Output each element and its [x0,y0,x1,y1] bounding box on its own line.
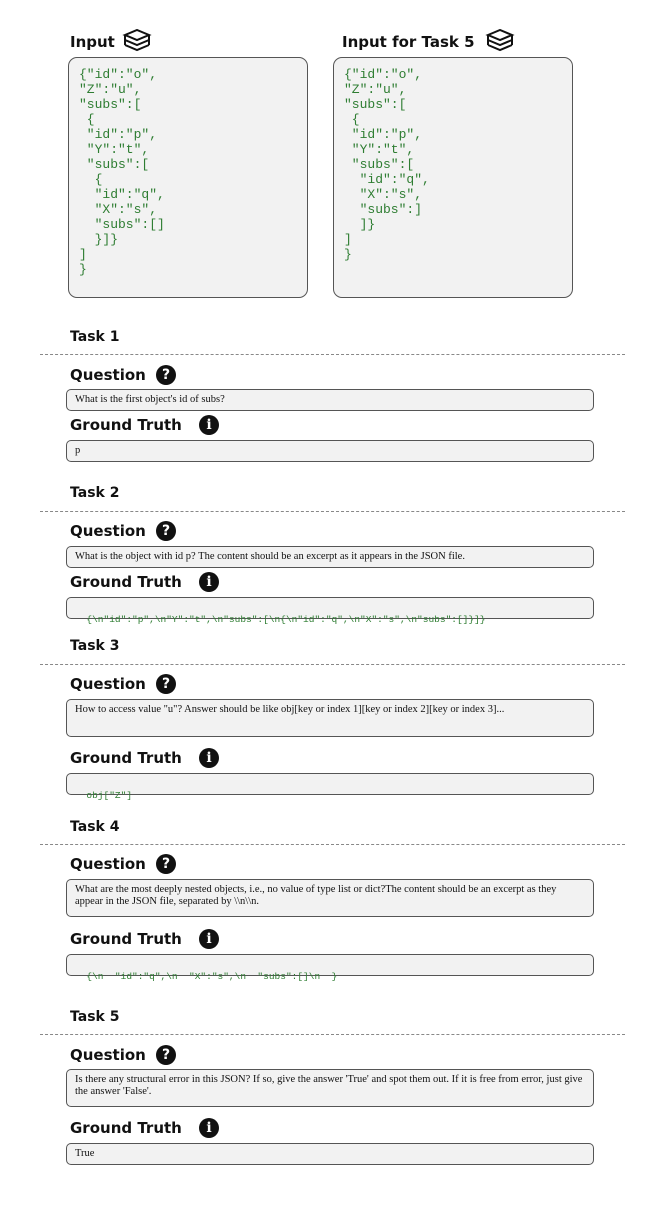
answer-box [66,1143,594,1165]
question-mark-icon: ? [156,521,176,541]
question-box [66,1069,594,1107]
info-icon: i [199,572,219,592]
code-line: "subs":[ [344,97,407,112]
ground-truth-label: Ground Truth [70,930,182,948]
stack-icon [122,29,152,53]
question-label: Question [70,1046,146,1064]
answer-box [66,954,594,982]
question-text: What is the first object's id of subs? [75,394,225,405]
answer-text: p [75,445,81,456]
question-text: Is there any structural error in this JSON? If so, give the answer 'True' and spot them out. If it is free from error, just give the answer 'False'. [75,1074,583,1097]
task-title: Task 2 [70,485,120,501]
ground-truth-label: Ground Truth [70,573,182,591]
code-line: "id":"q", [344,172,430,187]
input5-title-text: Input for Task 5 [342,33,475,51]
question-mark-icon: ? [156,674,176,694]
code-line: { [344,112,360,127]
question-box [66,546,594,568]
stack-icon [485,29,515,53]
code-line: "subs":[] [79,217,165,232]
task-title: Task 5 [70,1009,120,1025]
answer-box [66,773,594,801]
code-line: } [344,247,352,262]
answer-text: True [75,1148,95,1159]
code-line: "Y":"t", [79,142,150,157]
code-line: {"id":"o", [79,67,158,82]
question-label: Question [70,522,146,540]
code-line: { [79,112,95,127]
ground-truth-label: Ground Truth [70,1119,182,1137]
code-line: "id":"p", [79,127,158,142]
code-line: ] [344,232,352,247]
code-line: }]} [79,232,119,247]
code-line: "X":"s", [79,202,158,217]
info-icon: i [199,748,219,768]
question-mark-icon: ? [156,365,176,385]
info-icon: i [199,929,219,949]
code-line: } [79,262,87,277]
info-icon: i [199,1118,219,1138]
section-divider [40,844,625,845]
section-divider [40,1034,625,1035]
task-title: Task 1 [70,329,120,345]
answer-text: {\n "id":"q",\n "X":"s",\n "subs":[]\n } [86,971,338,982]
input5-code-panel [333,57,573,298]
question-box [66,699,594,737]
question-mark-icon: ? [156,854,176,874]
answer-text: {\n"id":"p",\n"Y":"t",\n"subs":[\n{\n"id":"q",\n"X":"s",\n"subs":[]}]} [86,614,486,625]
code-line: "subs":[ [79,157,150,172]
section-divider [40,664,625,665]
question-label: Question [70,675,146,693]
code-line: ] [79,247,87,262]
input-title-text: Input [70,33,115,51]
section-divider [40,511,625,512]
question-text: What are the most deeply nested objects, i.e., no value of type list or dict?The content should be an excerpt as they appear in the JSON file, separated by \\n\\n. [75,884,557,907]
code-line: "subs":[ [344,157,415,172]
answer-box [66,597,594,625]
question-text: What is the object with id p? The content should be an excerpt as it appears in the JSON file. [75,551,465,562]
question-box [66,389,594,411]
ground-truth-label: Ground Truth [70,749,182,767]
answer-text: obj["Z"] [86,790,133,801]
code-line: "id":"p", [344,127,423,142]
section-divider [40,354,625,355]
question-mark-icon: ? [156,1045,176,1065]
code-line: "subs":[ [79,97,142,112]
code-line: "id":"q", [79,187,165,202]
code-line: "X":"s", [344,187,423,202]
question-box [66,879,594,917]
code-line: { [79,172,103,187]
code-line: "subs":] [344,202,423,217]
input-title [70,33,115,51]
task-title: Task 3 [70,638,120,654]
task-title: Task 4 [70,819,120,835]
input-code-panel [68,57,308,298]
question-text: How to access value "u"? Answer should be like obj[key or index 1][key or index 2][key or index 3]... [75,704,505,715]
question-label: Question [70,855,146,873]
ground-truth-label: Ground Truth [70,416,182,434]
code-line: ]} [344,217,376,232]
code-line: "Z":"u", [344,82,407,97]
input5-title [342,33,475,51]
code-line: "Y":"t", [344,142,415,157]
code-line: "Z":"u", [79,82,142,97]
code-line: {"id":"o", [344,67,423,82]
answer-box [66,440,594,462]
info-icon: i [199,415,219,435]
question-label: Question [70,366,146,384]
